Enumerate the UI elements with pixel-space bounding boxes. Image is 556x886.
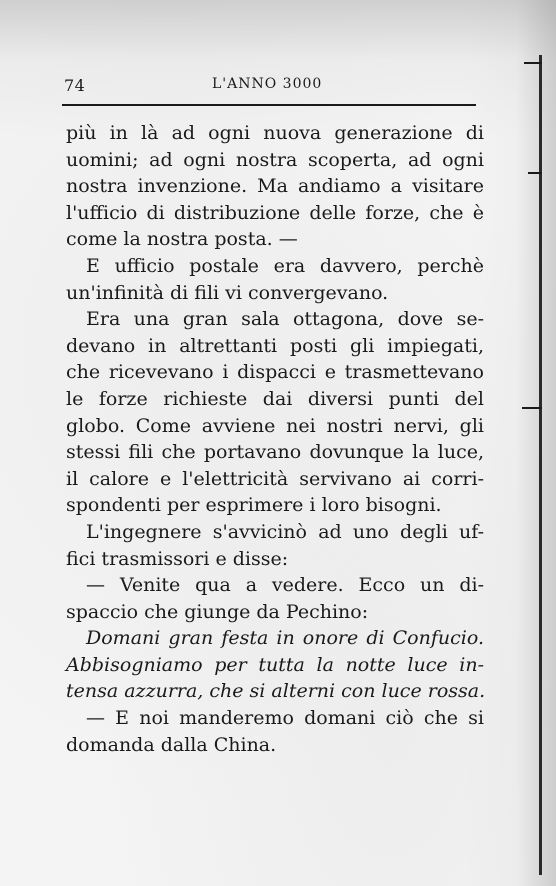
text-line: — E noi manderemo domani ciò che si xyxy=(86,707,484,730)
text-line: le forze richieste dai diversi punti del xyxy=(66,387,484,410)
text-line: l'ufficio di distribuzione delle forze, che è xyxy=(66,201,484,224)
text-line: che ricevevano i dispacci e trasmettevano xyxy=(66,361,484,384)
text-line: più in là ad ogni nuova generazione di xyxy=(66,122,484,144)
text-line: uomini; ad ogni nostra scoperta, ad ogni xyxy=(66,148,484,171)
text-line: L'ingegnere s'avvicinò ad uno degli uf- xyxy=(86,520,484,543)
page-edge-shadow xyxy=(539,405,542,875)
text-line: il calore e l'elettricità servivano ai corri- xyxy=(66,467,484,490)
running-head xyxy=(0,76,480,98)
page-number: 74 xyxy=(64,76,86,95)
text-line: devano in altrettanti posti gli impiegati, xyxy=(66,334,484,357)
text-line: globo. Come avviene nei nostri nervi, gli xyxy=(66,414,484,437)
text-line: nostra invenzione. Ma andiamo a visitare xyxy=(66,175,484,198)
edge-mark xyxy=(528,172,542,174)
text-line-italic: Domani gran festa in onore di Confucio. xyxy=(86,627,484,650)
header-rule xyxy=(62,104,476,106)
text-line: Era una gran sala ottagona, dove se- xyxy=(86,308,484,331)
page-edge-shadow xyxy=(539,55,542,435)
text-line-italic: tensa azzurra, che si alterni con luce rossa. xyxy=(66,680,486,703)
text-line-italic: Abbisogniamo per tutta la notte luce in- xyxy=(66,653,484,676)
text-line: spondenti per esprimere i loro bisogni. xyxy=(66,494,442,517)
text-line: — Venite qua a vedere. Ecco un di- xyxy=(86,574,484,597)
edge-mark xyxy=(524,62,542,64)
text-line: fici trasmissori e disse: xyxy=(66,547,289,570)
body-text xyxy=(66,120,484,758)
book-title: L'ANNO 3000 xyxy=(212,76,323,92)
text-line: domanda dalla China. xyxy=(66,733,277,756)
edge-mark xyxy=(522,407,542,409)
text-line: spaccio che giunge da Pechino: xyxy=(66,600,369,623)
text-line: un'infinità di fili vi convergevano. xyxy=(66,281,389,304)
text-line: stessi fili che portavano dovunque la luce, xyxy=(66,441,484,464)
text-line: come la nostra posta. — xyxy=(66,228,298,251)
text-line: E ufficio postale era davvero, perchè xyxy=(86,254,484,277)
